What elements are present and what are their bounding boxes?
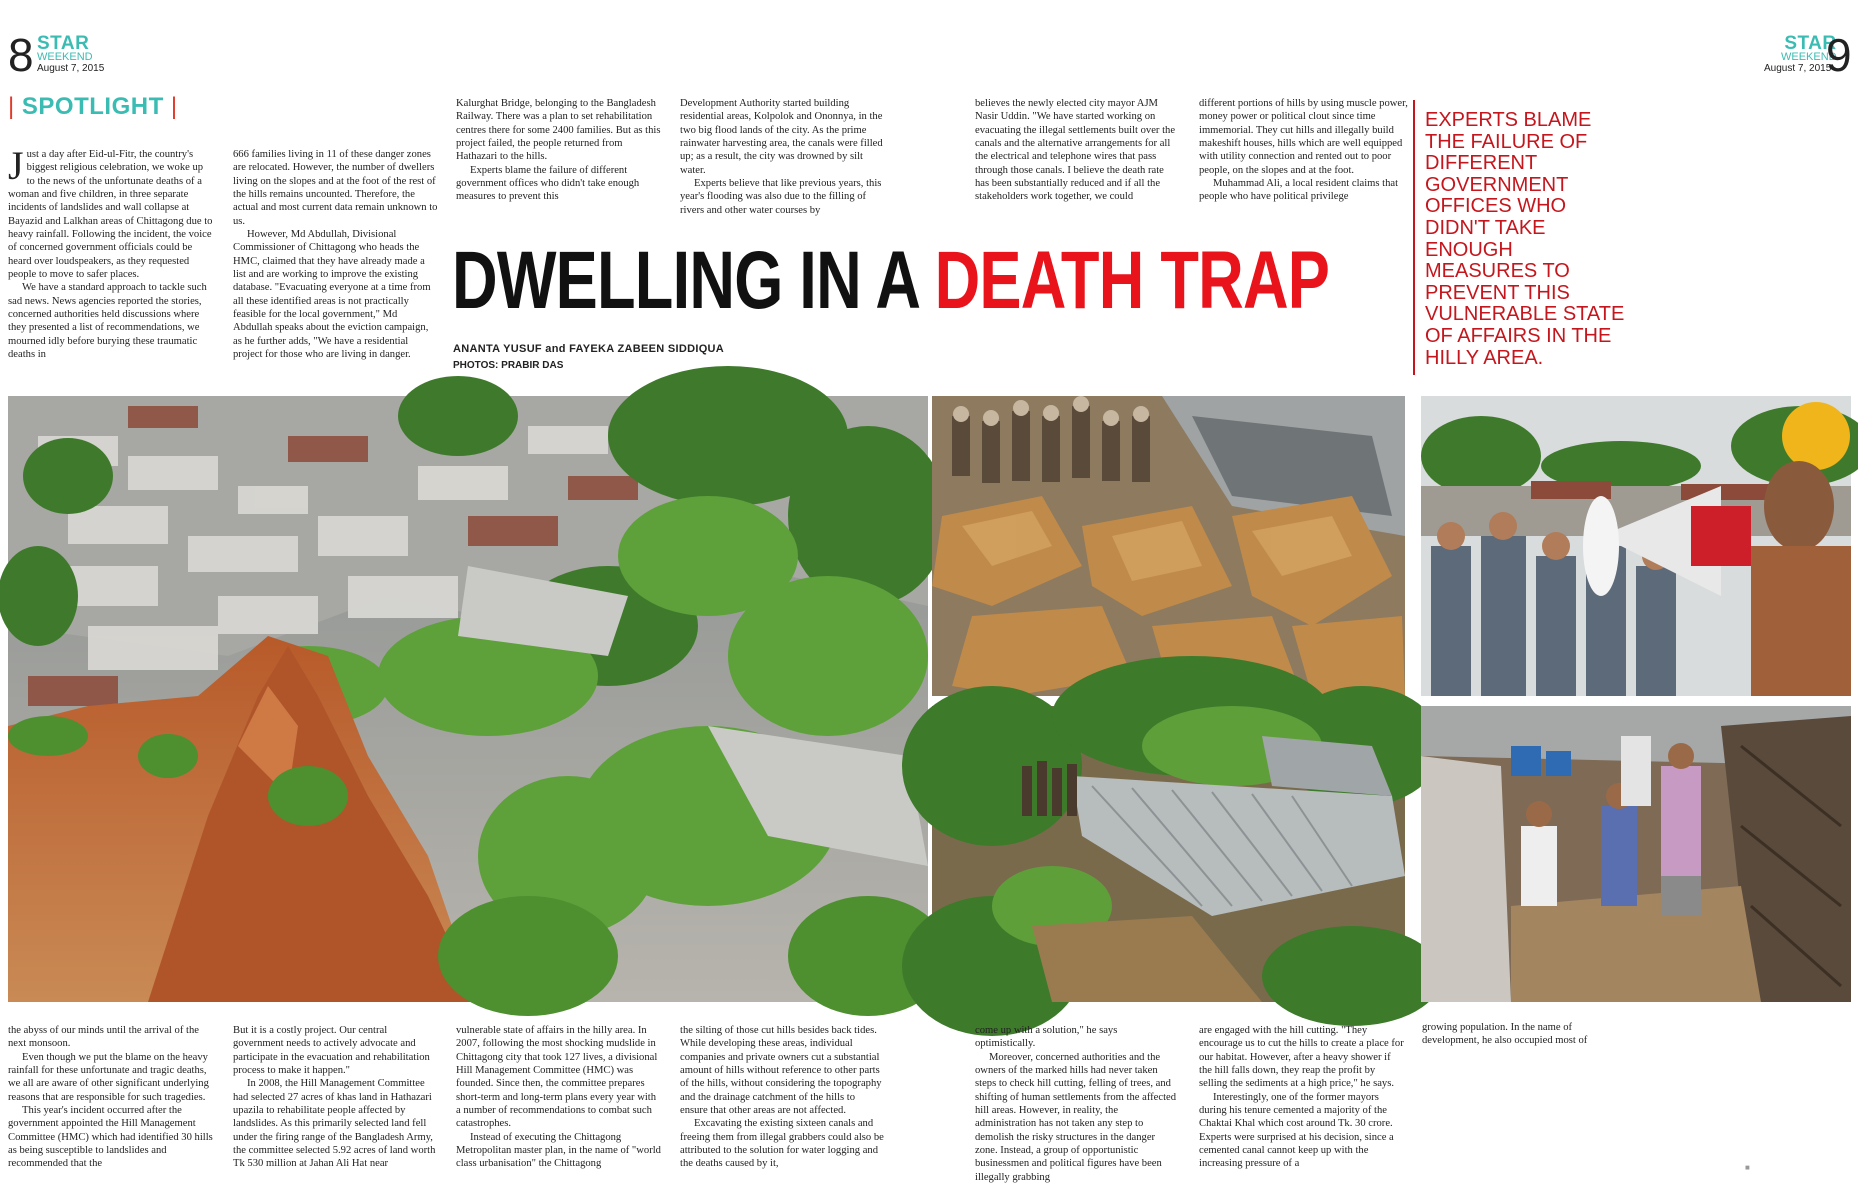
article-column-top-3: [456, 97, 661, 219]
headline-part-2: DEATH TRAP: [934, 235, 1330, 326]
end-mark: ■: [1745, 1163, 1750, 1172]
article-column-bottom-4: [680, 1024, 885, 1174]
section-bar: |: [8, 93, 15, 120]
paragraph: Development Authority started building residential areas, Kolpolok and Ononnya, in the two big flood lands of the city. As the prime rainwater harvesting area, the canals were filled up; as a result, the city was drowned by silt water.: [680, 98, 883, 176]
photo-boulders-crowd-image: [932, 396, 1405, 696]
issue-date-right: August 7, 2015: [1764, 63, 1832, 74]
article-column-top-2: [233, 148, 438, 383]
article-column-top-4: [680, 97, 885, 219]
article-column-bottom-3: [456, 1024, 661, 1174]
paragraph: Just a day after Eid-ul-Fitr, the country's biggest religious celebration, we woke up to the news of the unfortunate deaths of a woman and five children, in three separate incidents of landslides and wall collapse at Bayazid and Lalkhan areas of Chittagong due to heavy rainfall. Following the incident, the voice of concerned government officials could be heard over loudspeakers, as they requested people to move to safer places.: [8, 143, 213, 281]
page-number-left: 8: [8, 29, 34, 81]
paragraph: vulnerable state of affairs in the hilly area. In 2007, following the most shocking mudslide in Chittagong city that took 127 lives, a divisional Hill Management Committee (HMC) was founded. Since then, the committee prepares short-term and long-term plans every year with a number of recommendations to combat such catastrophes.: [456, 1025, 658, 1130]
photo-collapsed-roofs: [932, 706, 1405, 1002]
article-column-bottom-2: [233, 1024, 438, 1174]
byline: ANANTA YUSUF and FAYEKA ZABEEN SIDDIQUA: [453, 343, 725, 355]
paragraph: Interestingly, one of the former mayors during his tenure cemented a majority of the Chaktai Khal which cost around Tk. 30 crore. Experts were surprised at his decision, since a cemented canal cannot keep up with the increasing pressure of a: [1199, 1091, 1394, 1170]
section-label: [8, 93, 178, 121]
paragraph: growing population. In the name of development, he also occupied most of: [1422, 1022, 1588, 1047]
paragraph: In 2008, the Hill Management Committee had selected 27 acres of khas land in Hathazari upazila to rehabilitate people affected by landslides. As this primarily selected land fell under the firing range of the Bangladesh Army, the committee selected 5.92 acres of land worth Tk 530 million at Jahan Ali Hat near: [233, 1078, 436, 1170]
paragraph: Instead of executing the Chittagong Metropolitan master plan, in the name of "world class urbanisation" the Chittagong: [456, 1131, 661, 1170]
paragraph: 666 families living in 11 of these danger zones are relocated. However, the number of dwellers living on the slopes and at the foot of the rest of the hills remains uncounted. Therefore, the actual and most current data remain unknown to us.: [233, 149, 438, 227]
paragraph: But it is a costly project. Our central government needs to actively advocate and participate in the evacuation and rehabilitation process to make it happen.": [233, 1025, 430, 1077]
paragraph: believes the newly elected city mayor AJM Nasir Uddin. "We have started working on evacuating the illegal settlements built over the canals and the alternative arrangements for all the electrical and telephone wires that pass through those canals. I believe the death rate has been substantially reduced and if all the stakeholders work together, we could: [975, 98, 1176, 203]
headline-part-1: DWELLING IN A: [452, 235, 918, 326]
photo-megaphone-announcer: [1421, 396, 1851, 696]
brand-star: STAR: [37, 33, 90, 54]
paragraph: the silting of those cut hills besides back tides. While developing these areas, individual companies and private owners cut a substantial amount of hills without reference to other parts of the hills, without considering the topography and the drainage catchment of the hills to ensure that other areas are not affected.: [680, 1025, 882, 1117]
paragraph: Kalurghat Bridge, belonging to the Bangladesh Railway. There was a plan to set rehabilitation centres there for some 2400 families. But as this project failed, the people returned from Hathazari to the hills.: [456, 98, 661, 163]
photo-hillside-landslide-image: [8, 396, 928, 1002]
paragraph: are engaged with the hill cutting. "They encourage us to cut the hills to create a place for our habitat. However, after a heavy shower if the hill falls down, they reap the profit by selling the sediments at a high price," he says.: [1199, 1025, 1404, 1090]
pull-quote: EXPERTS BLAME THE FAILURE OF DIFFERENT GOVERNMENT OFFICES WHO DIDN'T TAKE ENOUGH MEASURES TO PREVENT THIS VULNERABLE STATE OF AFFAIRS IN THE HILLY AREA.: [1425, 109, 1625, 369]
brand-weekend: WEEKEND: [37, 51, 93, 63]
pull-quote-rule: [1413, 100, 1415, 375]
article-column-bottom-7: [1422, 1021, 1627, 1081]
paragraph: Even though we put the blame on the heavy rainfall for these unfortunate and tragic deaths, we all are aware of other significant underlying reasons that are responsible for such tragedies.: [8, 1051, 209, 1103]
brand-weekend: WEEKEND: [1781, 51, 1837, 63]
article-column-top-6: [1199, 97, 1409, 219]
article-column-top-1: [8, 143, 213, 383]
paragraph: However, Md Abdullah, Divisional Commissioner of Chittagong who heads the HMC, claimed that they have already made a list and are working to improve the existing database. "Evacuating everyone at a time from all these identified areas is not practically feasible for the local government," Md Abdullah speaks about the eviction campaign, as he further adds, "We have a residential project for those who are living in danger.: [233, 229, 431, 361]
paragraph: Muhammad Ali, a local resident claims that people who have political privilege: [1199, 178, 1399, 203]
photo-hillside-landslide: [8, 396, 928, 1002]
section-bar: |: [170, 93, 178, 120]
page-number-right: 9: [1826, 29, 1852, 81]
paragraph: Moreover, concerned authorities and the owners of the marked hills had never taken steps to check hill cutting, felling of trees, and shifting of human settlements from the affected hill areas. However, in reality, the administration has not taken any step to demolish the risky structures in the danger zone. Instead, a group of opportunistic businessmen and political figures have been illegally grabbing: [975, 1051, 1177, 1183]
issue-date-left: August 7, 2015: [37, 63, 105, 74]
article-column-bottom-6: [1199, 1024, 1404, 1174]
paragraph: This year's incident occurred after the government appointed the Hill Management Committee (HMC) which had identified 30 hills as being susceptible to landslides and recommended that the: [8, 1105, 213, 1170]
paragraph: Excavating the existing sixteen canals and freeing them from illegal grabbers could also be attributed to the solution for water logging and the deaths caused by it,: [680, 1118, 884, 1170]
headline: [452, 235, 1330, 326]
paragraph: Experts blame the failure of different government offices who didn't take enough measures to prevent this: [456, 164, 640, 203]
paragraph: We have a standard approach to tackle such sad news. News agencies reported the stories, concerned authorities held discussions where they presented a list of recommendations, we mourned idly before burying these traumatic deaths in: [8, 282, 207, 361]
article-column-bottom-5: [975, 1024, 1180, 1183]
brand-star: STAR: [1784, 33, 1837, 54]
brand-logo-left: [37, 34, 93, 63]
paragraph: the abyss of our minds until the arrival of the next monsoon.: [8, 1025, 199, 1050]
paragraph: different portions of hills by using muscle power, money power or political clout since time immemorial. They cut hills and illegally build makeshift houses, hills which are well equipped with utility connection and rented out to poor people, on the slopes and at the foot.: [1199, 98, 1408, 176]
paragraph: Experts believe that like previous years, this year's flooding was also due to the filling of rivers and other water courses by: [680, 178, 882, 216]
photo-megaphone-announcer-image: [1421, 396, 1851, 696]
photo-credit: PHOTOS: PRABIR DAS: [453, 360, 564, 371]
article-column-bottom-1: [8, 1024, 213, 1174]
article-column-top-5: [975, 97, 1180, 219]
photo-interior-recovery-image: [1421, 706, 1851, 1002]
photo-interior-recovery: [1421, 706, 1851, 1002]
section-label-text: SPOTLIGHT: [21, 93, 164, 120]
photo-collapsed-roofs-image: [932, 706, 1405, 1002]
paragraph: come up with a solution," he says optimistically.: [975, 1025, 1118, 1050]
photo-boulders-crowd: [932, 396, 1405, 696]
